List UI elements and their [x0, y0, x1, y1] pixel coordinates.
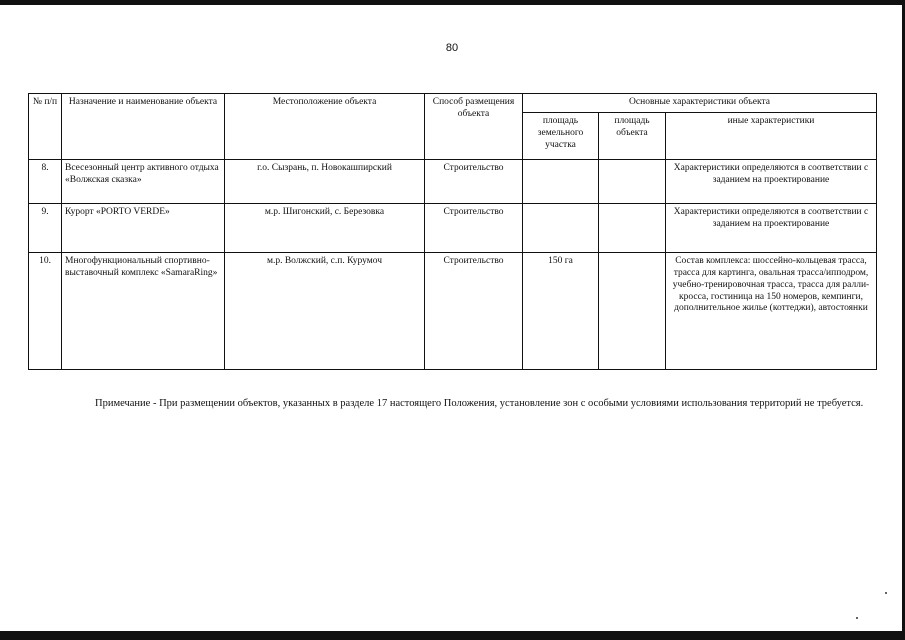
header-name: Назначение и наименование объекта [62, 94, 225, 160]
cell-name: Многофункциональный спортивно-выставочный комплекс «SamaraRing» [62, 252, 225, 369]
header-object-area: площадь объекта [599, 112, 666, 159]
cell-object-area [599, 252, 666, 369]
cell-method: Строительство [425, 203, 523, 252]
cell-object-area [599, 159, 666, 203]
page-number: 80 [445, 42, 459, 54]
cell-land-area [523, 203, 599, 252]
scan-speck [885, 592, 887, 594]
scan-border-top [0, 0, 905, 5]
header-method: Способ размещения объекта [425, 94, 523, 160]
cell-num: 8. [29, 159, 62, 203]
cell-location: м.р. Шигонский, с. Березовка [225, 203, 425, 252]
cell-location: г.о. Сызрань, п. Новокашпирский [225, 159, 425, 203]
cell-num: 9. [29, 203, 62, 252]
cell-other: Характеристики определяются в соответствии с заданием на проектирование [666, 159, 877, 203]
cell-land-area [523, 159, 599, 203]
header-row-top [29, 94, 877, 113]
cell-other: Характеристики определяются в соответствии с заданием на проектирование [666, 203, 877, 252]
header-other: иные характеристики [666, 112, 877, 159]
cell-land-area: 150 га [523, 252, 599, 369]
cell-name: Курорт «PORTO VERDE» [62, 203, 225, 252]
cell-method: Строительство [425, 252, 523, 369]
scan-speck [856, 617, 858, 619]
table-row [29, 203, 877, 252]
objects-table [28, 93, 877, 370]
table-row [29, 159, 877, 203]
cell-object-area [599, 203, 666, 252]
header-land-area: площадь земельного участка [523, 112, 599, 159]
cell-num: 10. [29, 252, 62, 369]
cell-location: м.р. Волжский, с.п. Курумоч [225, 252, 425, 369]
header-characteristics: Основные характеристики объекта [523, 94, 877, 113]
cell-name: Всесезонный центр активного отдыха «Волжская сказка» [62, 159, 225, 203]
scan-border-bottom [0, 631, 905, 640]
header-num: № п/п [29, 94, 62, 160]
cell-other: Состав комплекса: шоссейно-кольцевая трасса, трасса для картинга, овальная трасса/ипподром, учебно-тренировочная трасса, трасса для ралли-кросса, гостиница на 150 номеров, кемпинги, дополнительное жилье (коттеджи), автостоянки [666, 252, 877, 369]
footnote: Примечание - При размещении объектов, указанных в разделе 17 настоящего Положения, установление зон с особыми условиями использования территорий не требуется. [95, 398, 864, 409]
table-row [29, 252, 877, 369]
header-location: Местоположение объекта [225, 94, 425, 160]
cell-method: Строительство [425, 159, 523, 203]
